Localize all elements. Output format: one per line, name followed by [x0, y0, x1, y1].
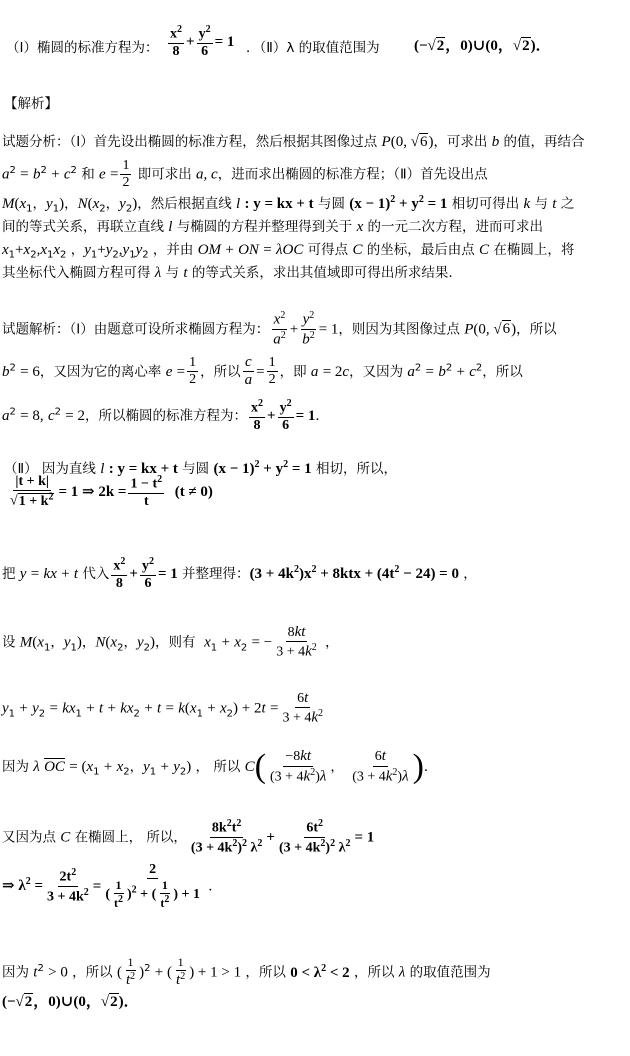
part2-line-3: 把 y = kx + t 代入 $\frac{x^2}{8}$ + $\frac{y^2}{6}$ = 1 并整理得：$(3 + 4k^2)x^2 + 8ktx + (4t^2 - 24) = 0$ ， — [2, 556, 477, 591]
part2-line-10: (−√2，0)∪(0，√2)． — [2, 994, 139, 1010]
part2-line-2: $\frac{|t + k|}{√1 + k^2}$ = 1 ⇒ 2k = $\frac{1 - t^2}{t}$ (t ≠ 0) — [10, 474, 213, 509]
analysis-line-1: 试题分析：（Ⅰ）首先设出椭圆的标准方程，然后根据其图像过点 P(0, √6)，可求出 b 的值，再结合 — [2, 134, 585, 150]
solution-line-3: $a^2 = 8$, $c^2 = 2$，所以椭圆的标准方程为： $\frac{x^2}{8}$ + $\frac{y^2}{6}$ = 1． — [2, 398, 329, 433]
answer-part2-label: ．（Ⅱ）λ 的取值范围为 — [246, 40, 380, 56]
part2-line-9: 因为 $t^2 > 0$ ，所以 ( $\frac{1}{t^2}$ )$^2$ + ( $\frac{1}{t^2}$ ) + 1 > 1 ，所以 $0 < \lambda^2 < 2$ ，所以 λ 的取值范围为 — [2, 955, 491, 988]
part2-line-8: ⇒ $\lambda^2$ = $\frac{2t^2}{3 + 4k^2}$ = 2 ( $\frac{1}{t^2}$ )$^2$ + ( $\frac{1}{t^2}$ ) + 1 ． — [2, 862, 222, 910]
answer-part1-equation: $\frac{x^2}{8}$ + $\frac{y^2}{6}$ = 1 — [170, 24, 235, 59]
part2-line-6: 因为 λ $\overline{OC} = (x_1 + x_2$，$y_1 + y_2$) ， 所以 C( $\frac{-8kt}{(3 + 4k^2)\lambda}$ ， $\frac{6t}{(3 + 4k^2)\lambda}$ )． — [2, 748, 438, 785]
answer-part2-range: (−√2，0)∪(0，√2)． — [414, 38, 551, 54]
analysis-line-2: $a^2 = b^2 + c^2$ 和 e = $\frac{1}{2}$ 即可求出 a, c，进而求出椭圆的标准方程；（Ⅱ）首先设出点 — [2, 158, 488, 191]
part2-line-1: （Ⅱ） 因为直线 l : y = kx + t 与圆 $(x - 1)^2 + y^2 = 1$ 相切，所以， — [4, 459, 397, 477]
part2-line-7: 又因为点 C 在椭圆上， 所以， $\frac{8k^2t^2}{(3 + 4k^2)^2 \lambda^2}$ + $\frac{6t^2}{(3 + 4k^2)^2 \lambda^2}$ = 1 — [2, 818, 375, 856]
analysis-line-5: $x_1+x_2,x_1x_2$ ，$y_1+y_2,y_1y_2$ ，并由 OM + ON = λOC 可得点 C 的坐标，最后由点 C 在椭圆上，将 — [2, 242, 575, 261]
analysis-line-4: 间的等式关系，再联立直线 l 与椭圆的方程并整理得到关于 x 的一元二次方程，进而可求出 — [2, 219, 544, 235]
part2-line-5: $y_1 + y_2 = kx_1 + t + kx_2 + t = k(x_1 + x_2) + 2t$ = $\frac{6t}{3 + 4k^2}$ — [2, 690, 324, 726]
part2-line-4: 设 $M(x_1$，$y_1$)，$N(x_2$，$y_2$)，则有 $x_1 + x_2$ = − $\frac{8kt}{3 + 4k^2}$ ， — [2, 624, 339, 660]
analysis-line-6: 其坐标代入椭圆方程可得 λ 与 t 的等式关系，求出其值域即可得出所求结果. — [2, 265, 453, 281]
section-title: 【解析】 — [4, 96, 58, 112]
solution-line-2: $b^2 = 6$，又因为它的离心率 e = $\frac{1}{2}$ ，所以 $\frac{c}{a}$ = $\frac{1}{2}$ ，即 a = 2c，又因为 $a^2 = b^2 + c^2$，所以 — [2, 354, 523, 389]
answer-part1-label: （Ⅰ）椭圆的标准方程为： — [6, 40, 159, 56]
solution-line-1: 试题解析：（Ⅰ）由题意可设所求椭圆方程为： $\frac{x^2}{a^2}$ + $\frac{y^2}{b^2}$ = 1，则因为其图像过点 P(0, √6)，所以 — [2, 310, 557, 348]
analysis-line-3: $M(x_1$，$y_1$)，$N(x_2$，$y_2$)，然后根据直线 l : y = kx + t 与圆 $(x - 1)^2 + y^2 = 1$ 相切可得出 k 与 t 之 — [2, 194, 575, 215]
